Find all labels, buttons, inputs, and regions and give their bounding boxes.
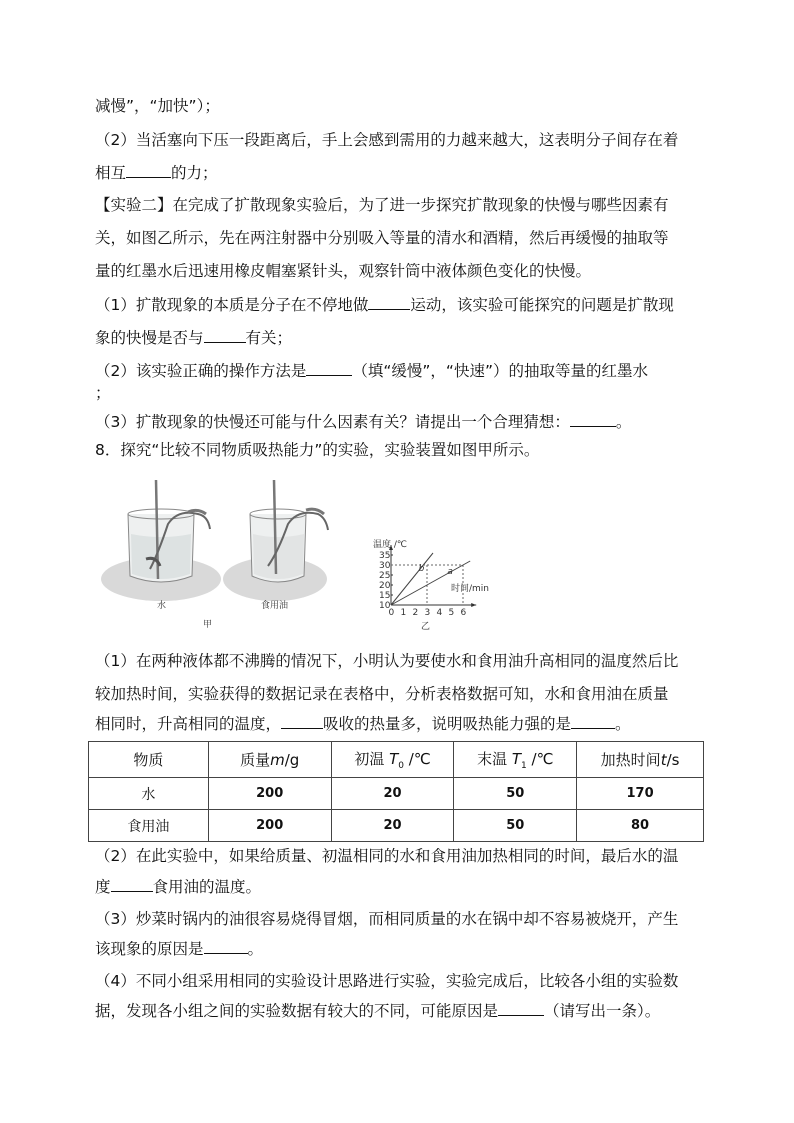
header-sub: 0 [398,761,405,771]
line-text: 食用油的温度。 [152,878,262,896]
cell-time: 170 [577,778,704,810]
header-text: 加热时间 [600,751,661,769]
line-text: 运动，该实验可能探究的问题是扩散现 [410,296,674,314]
line-text: （请写出一条）。 [544,1002,661,1020]
y-tick-label: 25 [379,571,391,581]
question-8-title [95,439,539,461]
series-line-a [391,561,470,605]
header-text: 物质 [133,751,164,769]
line-text: 该现象的原因是 [95,940,204,958]
text-line [95,95,220,117]
line-text: 的力； [171,164,218,182]
text-line [95,970,678,992]
text-line [95,129,678,151]
line-text: （3）扩散现象的快慢还可能与什么因素有关？请提出一个合理猜想： [95,413,570,431]
header-var: m [270,751,285,769]
line-text: 。 [247,940,264,958]
line-text: （1）在两种液体都不沸腾的情况下，小明认为要使水和食用油升高相同的温度然后比 [95,652,679,670]
y-tick-label: 20 [379,581,391,591]
answer-blank[interactable] [571,712,615,729]
line-text: ； [95,384,111,402]
header-initial-temp [331,742,454,778]
line-text: 【实验二】在完成了扩散现象实验后，为了进一步探究扩散现象的快慢与哪些因素有 [95,196,669,214]
text-line [95,293,674,316]
line-text: 相同时，升高相同的温度， [95,715,282,733]
cell-t1: 50 [454,810,577,842]
header-substance [89,742,209,778]
table-row [89,810,704,842]
header-text: 质量 [240,751,271,769]
answer-blank[interactable] [126,161,171,178]
cell-mass: 200 [208,778,331,810]
text-line [95,359,648,382]
answer-blank[interactable] [204,937,248,954]
header-unit: /℃ [526,750,554,768]
text-line [95,937,263,960]
line-text: 度 [95,878,111,896]
header-unit: /s [666,751,680,769]
table-row [89,778,704,810]
line-text: 量的红墨水后迅速用橡皮帽塞紧针头，观察针筒中液体颜色变化的快慢。 [95,262,592,280]
answer-blank[interactable] [570,410,616,427]
cell-t1: 50 [454,778,577,810]
line-text: 8．探究“比较不同物质吸热能力”的实验，实验装置如图甲所示。 [95,441,540,459]
x-axis-label: 时间/min [451,584,490,594]
x-tick-label: 6 [460,608,467,618]
text-line [95,908,678,930]
line-text: 象的快慢是否与 [95,329,204,347]
header-unit: /g [284,751,300,769]
header-text: 末温 [477,750,512,768]
line-text: 关，如图乙所示，先在两注射器中分别吸入等量的清水和酒精，然后再缓慢的抽取等 [95,229,669,247]
x-tick-label: 2 [412,608,419,618]
header-final-temp [454,742,577,778]
cell-time: 80 [577,810,704,842]
header-mass [208,742,331,778]
table-header-row [89,742,704,778]
y-tick-label: 10 [379,601,391,611]
y-tick-label: 35 [379,551,391,561]
answer-blank[interactable] [204,326,246,343]
cell-name: 食用油 [89,810,209,842]
cell-t0: 20 [331,778,454,810]
cell-t0: 20 [331,810,454,842]
y-tick-label: 15 [379,591,391,601]
experiment-figure [98,474,528,634]
answer-blank[interactable] [111,875,153,892]
header-sub: 1 [521,761,527,771]
x-tick-label: 5 [448,608,455,618]
line-text: 相互 [95,164,127,182]
header-var: t [660,751,667,769]
line-text: （2）该实验正确的操作方法是 [95,362,307,380]
header-var: T [389,750,399,768]
text-line [95,410,631,433]
temperature-chart [373,538,489,618]
line-text: 有关； [245,329,293,347]
line-text: （3）炒菜时锅内的油很容易烧得冒烟，而相同质量的水在锅中却不容易被烧开，产生 [95,910,679,928]
text-line [95,999,660,1022]
x-tick-label: 4 [436,608,443,618]
line-text: （1）扩散现象的本质是分子在不停地做 [95,296,369,314]
text-line [95,326,292,349]
text-line [95,712,631,735]
y-tick-label: 30 [379,561,391,571]
line-text: （填“缓慢”，“快速”）的抽取等量的红墨水 [352,362,648,380]
x-tick-label: 3 [424,608,431,618]
beaker-water-label: 水 [157,601,167,611]
answer-blank[interactable] [368,293,410,310]
text-line [95,161,218,184]
text-line [95,194,669,216]
text-line [95,875,261,898]
x-tick-label: 0 [388,608,395,618]
line-text: 较加热时间，实验获得的数据记录在表格中，分析表格数据可知，水和食用油在质量 [95,685,669,703]
line-text: （2）在此实验中，如果给质量、初温相同的水和食用油加热相同的时间，最后水的温 [95,847,679,865]
answer-blank[interactable] [498,999,544,1016]
answer-blank[interactable] [306,359,352,376]
answer-blank[interactable] [281,712,323,729]
header-text: 初温 [354,750,390,768]
header-var: T [511,750,522,768]
line-text: 。 [615,715,631,733]
cell-mass: 200 [208,810,331,842]
text-line [95,845,678,867]
line-text: （2）当活塞向下压一段距离后，手上会感到需用的力越来越大，这表明分子间存在着 [95,131,679,149]
series-label-a: a [447,567,453,577]
line-text: 吸收的热量多，说明吸热能力强的是 [323,715,572,733]
header-heating-time [577,742,704,778]
x-tick-label: 1 [400,608,407,618]
text-line [95,227,669,249]
line-text: （4）不同小组采用相同的实验设计思路进行实验，实验完成后，比较各小组的实验数 [95,972,679,990]
beaker-oil-label: 食用油 [261,601,289,611]
data-table [88,741,704,842]
text-line [95,683,669,705]
text-line [95,382,111,404]
caption-jia: 甲 [203,620,213,630]
series-label-b: b [418,564,425,574]
x-axis-arrow [471,603,476,607]
text-line [95,650,678,672]
line-text: 。 [615,413,632,431]
line-text: 减慢”，“加快”）； [95,97,220,115]
caption-yi: 乙 [421,622,431,632]
beaker-oil [223,480,328,601]
beaker-water [101,480,221,601]
line-text: 据，发现各小组之间的实验数据有较大的不同，可能原因是 [95,1002,499,1020]
header-unit: /℃ [404,750,431,768]
cell-name: 水 [89,778,209,810]
text-line [95,260,591,282]
y-axis-label: 温度 /℃ [373,540,408,550]
